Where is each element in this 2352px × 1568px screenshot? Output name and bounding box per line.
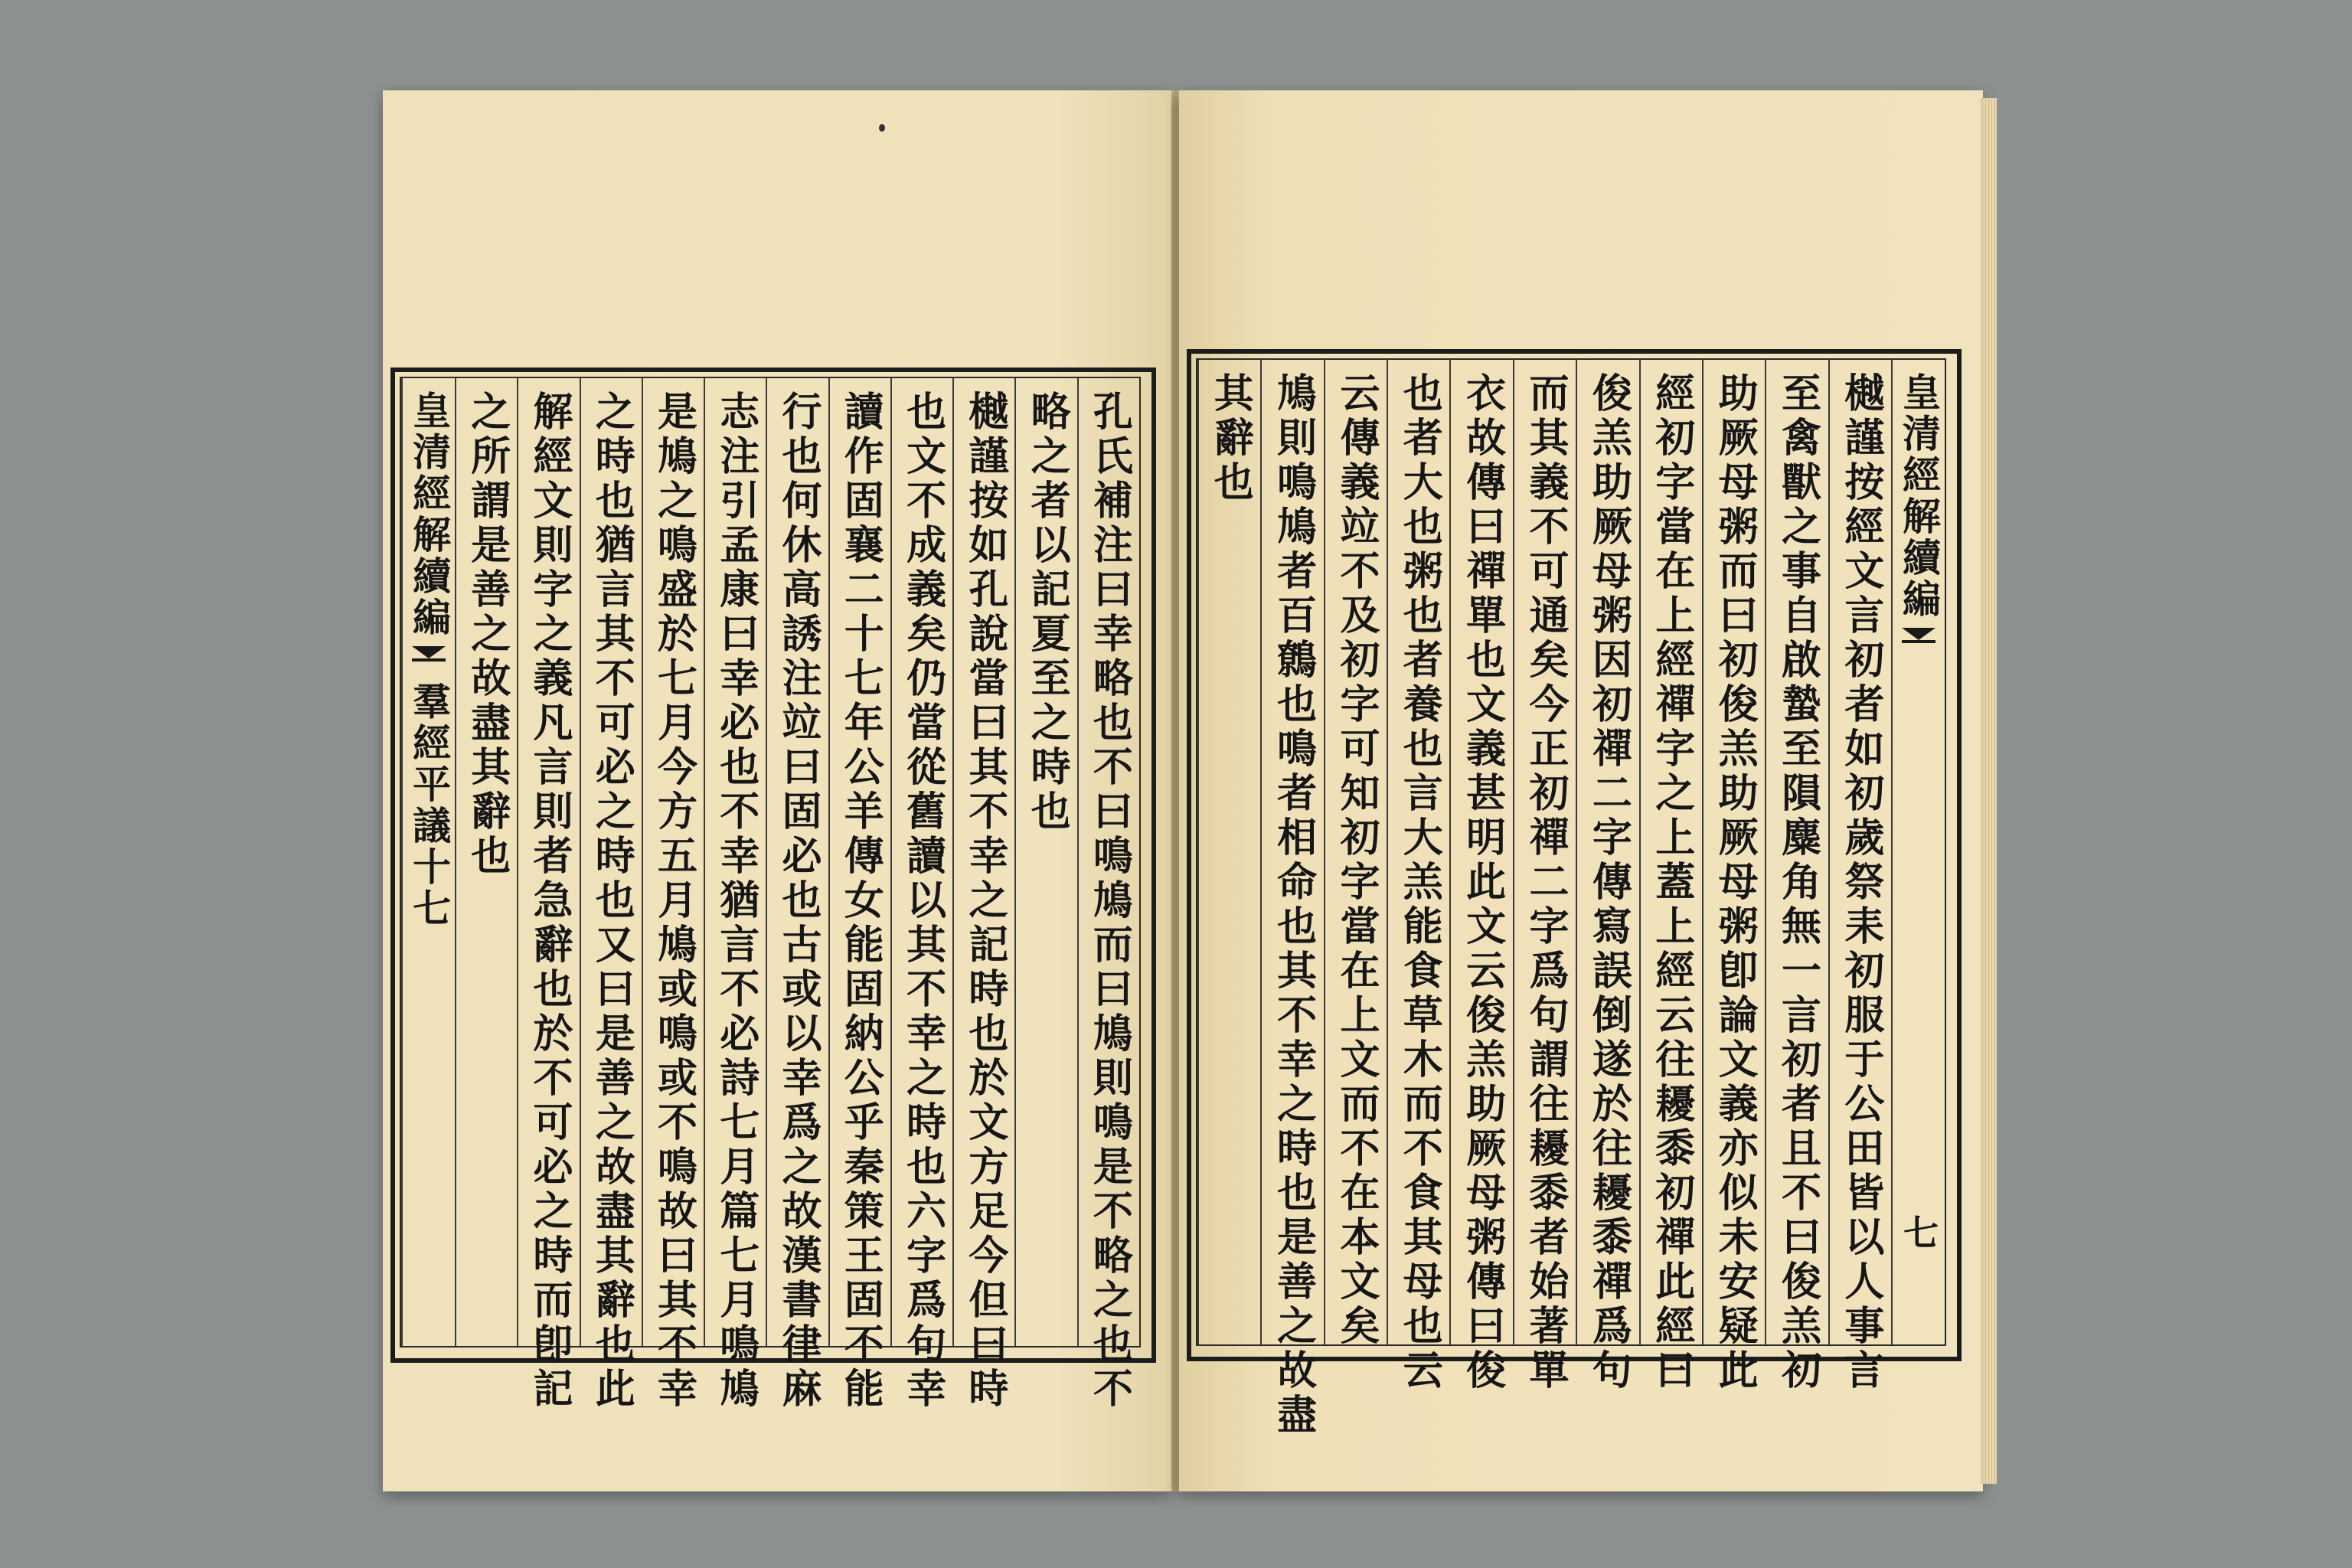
text-column: [1639, 360, 1702, 1393]
text-column: [890, 378, 952, 1412]
text-column: [1077, 378, 1139, 1412]
column-text: 略之者以記夏至之時也: [1024, 390, 1071, 835]
column-text: 也文不成義矣仍當從舊讀以其不幸之時也六字爲句幸: [899, 390, 946, 1412]
column-text: 樾謹按經文言初者如初歲祭耒初服于公田皆以人事言: [1837, 372, 1884, 1393]
open-book: [375, 90, 1975, 1491]
text-column: [1387, 360, 1449, 1393]
text-column: [1260, 360, 1323, 1438]
column-text: 助厥母粥而曰初俊羔助厥母粥卽論文義亦似未安疑此: [1711, 372, 1759, 1393]
text-column: [1449, 360, 1512, 1393]
text-column: [1576, 360, 1638, 1393]
text-column: [952, 378, 1014, 1412]
text-column: [1702, 360, 1765, 1393]
column-text: 鳩則鳴鳩者百鷯也鳴者相命也其不幸之時也是善之故盡: [1269, 372, 1317, 1438]
column-text: 其辭也: [1207, 372, 1254, 505]
text-column: [1828, 360, 1891, 1393]
column-text: 是鳩之鳴盛於七月今方五月鳩或鳴或不鳴故曰其不幸: [650, 390, 697, 1412]
book-title: 皇清經解續編: [407, 390, 452, 639]
column-text: 行也何休高誘注竝曰固必也古或以幸爲之故漢書律麻: [775, 390, 822, 1412]
text-column: [704, 378, 766, 1412]
column-text: 也者大也粥也者養也言大羔能食草木而不食其母也云: [1396, 372, 1443, 1393]
column-text: 孔氏補注曰幸略也不曰鳴鳩而曰鳩則鳴是不略之也不: [1086, 390, 1133, 1412]
column-text: 衣故傳曰禪單也文義甚明此文云俊羔助厥母粥傳曰俊: [1459, 372, 1506, 1393]
page-edge: [1980, 98, 1997, 1484]
left-page: [383, 90, 1171, 1491]
text-column: [642, 378, 704, 1412]
text-column: [766, 378, 828, 1412]
book-title: 皇清經解續編: [1896, 372, 1942, 620]
column-text: 之所謂是善之故盡其辭也: [463, 390, 511, 879]
column-text: 之時也猶言其不可必之時也又曰是善之故盡其辭也此: [588, 390, 635, 1412]
text-column: [828, 378, 890, 1412]
column-text: 至禽獸之事自啟蟄至隕麋角無一言初者且不曰俊羔初: [1774, 372, 1821, 1393]
text-column: [1765, 360, 1828, 1393]
ink-spot: [879, 124, 885, 132]
text-column: [1324, 360, 1387, 1349]
column-text: 解經文則字之義凡言則者急辭也於不可必之時而卽記: [525, 390, 573, 1412]
column-text: 俊羔助厥母粥因初禪二字傳寫誤倒遂於往耰黍禪爲句: [1585, 372, 1632, 1393]
column-text: 樾謹按如孔說當曰其不幸之記時也於文方足今但曰時: [961, 390, 1008, 1412]
text-column: [1197, 360, 1260, 1344]
column-text: 讀作固襄二十七年公羊傳女能固納公乎秦策王固不能: [837, 390, 884, 1412]
column-text: 志注引孟康曰幸必也不幸猶言不必詩七月篇七月鳴鳩: [712, 390, 760, 1412]
text-column: [517, 378, 579, 1412]
column-text: 而其義不可通矣今正初禪二字爲句謂往耰黍者始著單: [1522, 372, 1570, 1393]
column-text: 經初字當在上經禪字之上蓋上經云往耰黍初禪此經曰: [1648, 372, 1695, 1393]
text-column: [1513, 360, 1576, 1393]
right-page: [1179, 90, 1983, 1491]
text-column: [1014, 378, 1076, 1346]
fish-tail-mark-icon: [1902, 628, 1936, 655]
section-title: 羣經平議十七: [407, 681, 452, 929]
left-text-columns: [401, 378, 1139, 1412]
folio-number: 七: [1898, 1214, 1939, 1254]
column-text: 云傳義竝不及初字可知初字當在上文而不在本文矣: [1332, 372, 1380, 1349]
right-text-columns: [1197, 360, 1945, 1438]
right-margin-column: [1891, 360, 1945, 1344]
text-column: [455, 378, 517, 1346]
fish-tail-mark-icon: [412, 646, 446, 674]
text-column: [580, 378, 642, 1412]
left-margin-column: [401, 378, 455, 1346]
